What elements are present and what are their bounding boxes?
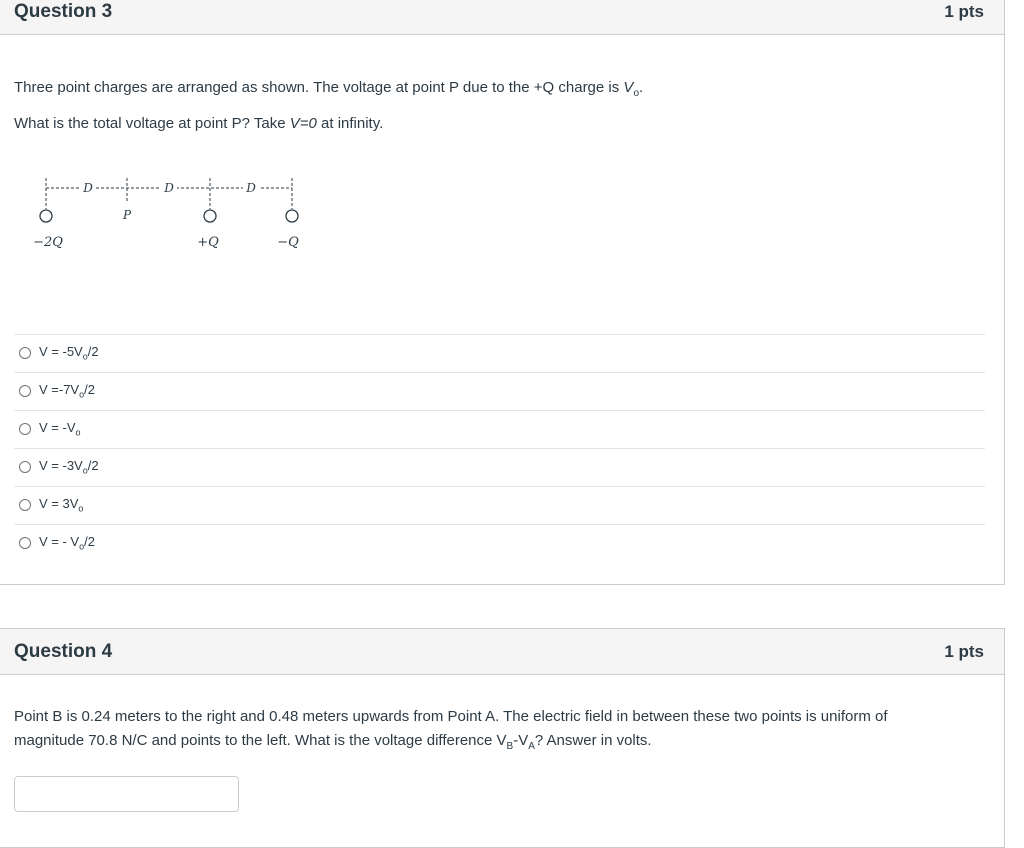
- charge-circle: [286, 210, 298, 222]
- question-4-text: [14, 705, 974, 759]
- question-3-text-line1: [14, 76, 643, 106]
- answer-label: $V = -5V_o/2$: [39, 344, 99, 362]
- question-3-sub: o: [633, 88, 639, 99]
- answer-label: V = - $V_o/2$: [39, 534, 95, 552]
- radio-button[interactable]: [19, 537, 31, 549]
- answer-input[interactable]: [14, 776, 239, 812]
- question-3-text-part: .: [639, 79, 644, 96]
- distance-label: D: [246, 181, 256, 195]
- question-3-points: 1 pts: [944, 2, 984, 21]
- answer-list: [14, 334, 985, 562]
- charge-circle: [204, 210, 216, 222]
- charge-diagram: [30, 176, 310, 256]
- answer-label: $V = -V_o$: [39, 420, 81, 438]
- question-3-text-line2: [14, 112, 383, 136]
- answer-option[interactable]: [14, 524, 985, 562]
- answer-option[interactable]: [14, 448, 985, 486]
- answer-option[interactable]: [14, 410, 985, 448]
- question-4-text-line2: magnitude 70.8 N/C and points to the left. What is the voltage difference $V_B-V_A$? Answer in volts.: [14, 732, 652, 752]
- charge-label: +Q: [197, 235, 219, 250]
- question-3-text-part: Three point charges are arranged as shown. The voltage at point P due to the +Q charge is: [14, 79, 624, 96]
- radio-button[interactable]: [19, 423, 31, 435]
- question-3-header: [0, 0, 1004, 35]
- radio-button[interactable]: [19, 347, 31, 359]
- question-3-text-part: What is the total voltage at point P? Take: [14, 115, 290, 132]
- answer-label: $V =-7V_o/2$: [39, 382, 95, 400]
- question-4-title: Question 4: [14, 641, 113, 662]
- question-4-card: [0, 628, 1005, 848]
- radio-button[interactable]: [19, 499, 31, 511]
- charge-label: −Q: [277, 235, 299, 250]
- distance-label: D: [164, 181, 174, 195]
- charge-circle: [40, 210, 52, 222]
- question-3-var: V: [623, 79, 634, 96]
- answer-option[interactable]: [14, 486, 985, 524]
- question-4-text-line1: Point B is 0.24 meters to the right and 0.48 meters upwards from Point A. The electric field in between these two points is uniform of: [14, 708, 888, 725]
- charge-label: −2Q: [33, 235, 63, 250]
- question-3-text-part: at infinity.: [316, 115, 384, 132]
- answer-option[interactable]: [14, 372, 985, 410]
- answer-label: $V = 3V_o$: [39, 496, 84, 514]
- question-3-title: Question 3: [14, 1, 113, 22]
- radio-button[interactable]: [19, 385, 31, 397]
- question-4-header: [0, 629, 1004, 675]
- point-p-label: P: [122, 208, 132, 222]
- distance-label: D: [83, 181, 93, 195]
- question-3-var: V=0: [289, 115, 317, 132]
- radio-button[interactable]: [19, 461, 31, 473]
- question-4-points: 1 pts: [944, 642, 984, 661]
- answer-option[interactable]: [14, 334, 985, 372]
- answer-label: $V = -3V_o/2$: [39, 458, 99, 476]
